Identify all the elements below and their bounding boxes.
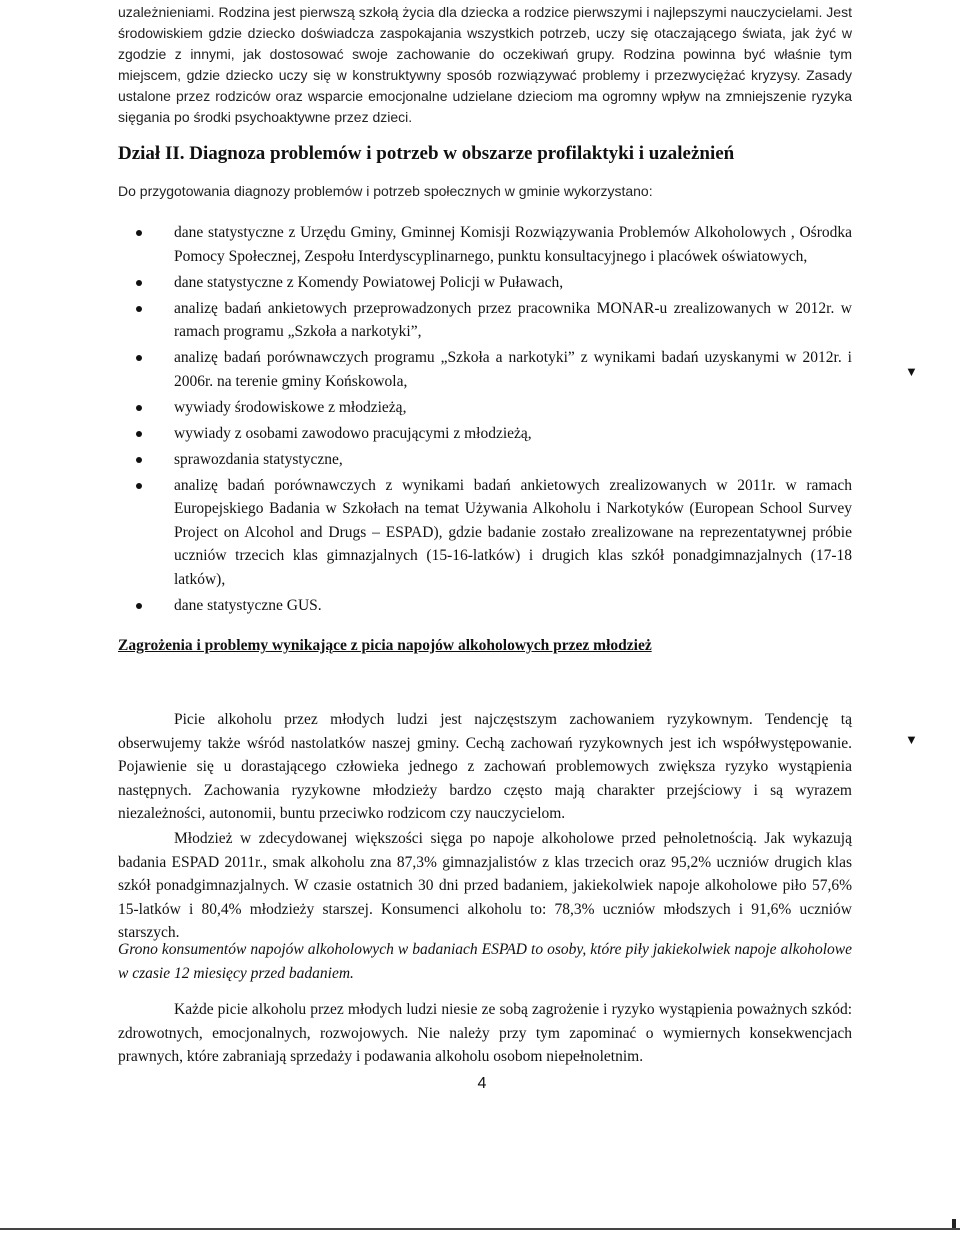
page-number: 4: [477, 1075, 487, 1092]
list-item: dane statystyczne z Urzędu Gminy, Gminnej Komisji Rozwiązywania Problemów Alkoholowych , Ośrodka Pomocy Społecznej, Zespołu Interdyscyplinarnego, punktu konsultacyjnego i placówek oświatowych,: [118, 221, 852, 268]
list-item: analizę badań ankietowych przeprowadzonych przez pracownika MONAR-u zrealizowanych w 2012r. w ramach programu „Szkoła a narkotyki”,: [118, 297, 852, 344]
section-lead: Do przygotowania diagnozy problemów i potrzeb społecznych w gminie wykorzystano:: [118, 183, 653, 199]
list-item: wywiady z osobami zawodowo pracującymi z młodzieżą,: [118, 422, 852, 446]
margin-arrow-icon: ▼: [905, 364, 918, 379]
intro-paragraph: uzależnieniami. Rodzina jest pierwszą szkołą życia dla dziecka a rodzice pierwszymi i najlepszymi nauczycielami. Jest środowiskiem gdzie dziecko doświadcza zaspokajania wszystkich potrzeb, uczy się otaczającego świata, jak żyć w zgodzie z innymi, jak dostosować swoje zachowanie do oczekiwań grupy. Rodzina powinna być właśnie tym miejscem, gdzie dziecko uczy się w konstruktywny sposób rozwiązywać problemy i przezwyciężać kryzysy. Zasady ustalone przez rodziców oraz wsparcie emocjonalne udzielane dzieciom ma ogromny wpływ na zmniejszenie ryzyka sięgania po środki psychoaktywne przez dzieci.: [118, 4, 852, 125]
margin-arrow-icon: ▼: [905, 732, 918, 747]
list-item: dane statystyczne z Komendy Powiatowej Policji w Puławach,: [118, 271, 852, 295]
source-list: [118, 221, 852, 620]
list-item: analizę badań porównawczych z wynikami badań ankietowych zrealizowanych w 2011r. w ramach Europejskiego Badania w Szkołach na temat Używania Alkoholu i Narkotyków (European School Survey Project on Alcohol and Drugs – ESPAD), gdzie badanie zostało zrealizowane na reprezentatywnej próbie uczniów trzecich klas gimnazjalnych (15-16-latków) i drugich klas szkół ponadgimnazjalnych (17-18 latków),: [118, 474, 852, 592]
threats-paragraph-2: Młodzież w zdecydowanej większości sięga po napoje alkoholowe przed pełnoletnością. Jak wykazują badania ESPAD 2011r., smak alkoholu zna 87,3% gimnazjalistów z klas trzecich oraz 95,2% uczniów drugich klas szkół ponadgimnazjalnych. W czasie ostatnich 30 dni przed badaniem, jakiekolwiek napoje alkoholowe piło 57,6% 15-latków i 80,4% młodzieży starszej. Konsumenci alkoholu to: 78,3% uczniów młodszych i 91,6% uczniów starszych.: [118, 830, 852, 941]
section-heading: Dział II. Diagnoza problemów i potrzeb w obszarze profilaktyki i uzależnień: [118, 143, 735, 164]
threats-paragraph-3: Każde picie alkoholu przez młodych ludzi niesie ze sobą zagrożenie i ryzyko wystąpienia poważnych szkód: zdrowotnych, emocjonalnych, rozwojowych. Nie należy przy tym zapominać o wymiernych konsekwencjach prawnych, które zabraniają sprzedaży i podawania alkoholu osobom niepełnoletnim.: [118, 1001, 852, 1065]
threats-subheading: Zagrożenia i problemy wynikające z picia napojów alkoholowych przez młodzież: [118, 637, 652, 654]
threats-paragraph-1: Picie alkoholu przez młodych ludzi jest najczęstszym zachowaniem ryzykownym. Tendencję tą obserwujemy także wśród nastolatków naszej gminy. Cechą zachowań ryzykownych jest ich współwystępowanie. Pojawienie się u dorastającego człowieka jednego z zachowań problemowych zwiększa ryzyko wystąpienia następnych. Zachowania ryzykowne młodzieży bardzo często mają charakter przejściowy i są wyrazem niezależności, autonomii, buntu przeciwko rodzicom czy nauczycielom.: [118, 711, 852, 822]
list-item: analizę badań porównawczych programu „Szkoła a narkotyki” z wynikami badań uzyskanymi w 2012r. i 2006r. na terenie gminy Końskowola,: [118, 346, 852, 393]
list-item: wywiady środowiskowe z młodzieżą,: [118, 396, 852, 420]
list-item: dane statystyczne GUS.: [118, 594, 852, 618]
definition-note: Grono konsumentów napojów alkoholowych w badaniach ESPAD to osoby, które piły jakiekolwiek napoje alkoholowe w czasie 12 miesięcy przed badaniem.: [118, 941, 852, 982]
list-item: sprawozdania statystyczne,: [118, 448, 852, 472]
page-edge-line: [0, 1228, 960, 1230]
